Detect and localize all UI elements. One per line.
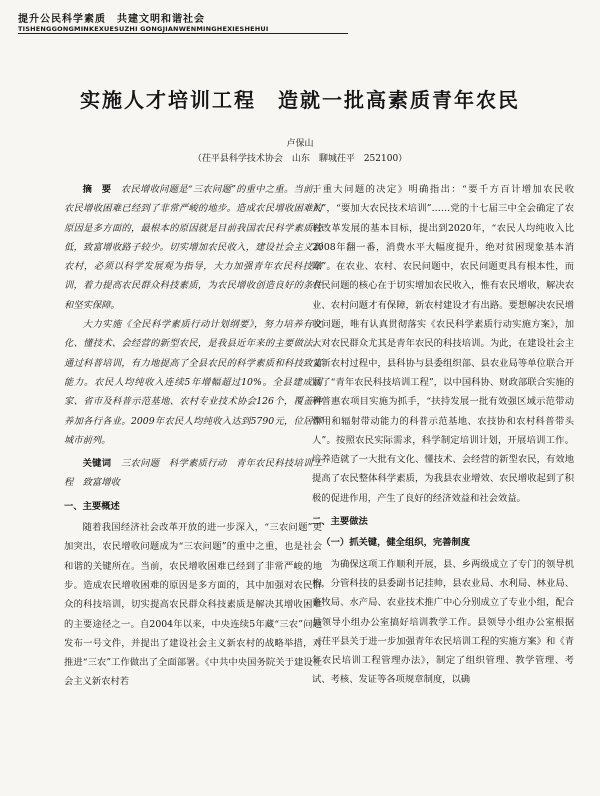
abstract-label: 摘 要 xyxy=(82,184,112,195)
abstract-text-1: 农民增收问题是“三农问题”的重中之重。当前，农民增收困难已经到了非常严峻的地步。造成农民增收困难的原因是多方面的，最根本的原因就是目前我国农民科学素质较低，致富增收路子较少。切实增加农民收入，建设社会主义新农村，必须以科学发展观为指导，大力加强青年农民科技培训，着力提高农民群众科技素质，为农民增收创造良好的条件和坚实保障。 xyxy=(64,184,322,311)
keywords-text: 三农问题 科学素质行动 青年农民科技培训工程 致富增收 xyxy=(64,458,322,489)
affiliation: （茌平县科学技术协会 山东 聊城茌平 252100） xyxy=(192,154,408,164)
section-1-paragraph: 随着我国经济社会改革开放的进一步深入，“三农问题”更加突出，农民增收问题成为“三农问题”的重中之重，也是社会和谐的关键所在。当前，农民增收困难已经到了非常严峻的地步。造成农民增收困难的原因是多方面的，其中加强对农民群众的科技培训，切实提高农民群众科技素质是解决其增收困难的主要途径之一。自2004年以来，中央连续5年藏“三农”问题发布一号文件，并提出了建设社会主义新农村的战略举措，对推进“三农”工作做出了全面部署。《中共中央国务院关于建设社会主义新农村若 xyxy=(64,522,322,688)
author: 卢保山 xyxy=(286,139,314,149)
article-title: 实施人才培训工程 造就一批高素质青年农民 xyxy=(80,88,520,112)
journal-name-cn: 提升公民科学素质 共建文明和谐社会 xyxy=(18,14,205,25)
section-2-title: 二、主要做法 xyxy=(312,516,368,528)
section-1-title: 一、主要概述 xyxy=(64,500,120,512)
abstract xyxy=(64,180,322,450)
keywords-label: 关键词 xyxy=(82,458,112,470)
section-2-body xyxy=(312,555,574,690)
section-1-body xyxy=(64,518,322,692)
keywords xyxy=(64,454,322,493)
section-2-subsection-1-title: （一）抓关键，健全组织，完善制度 xyxy=(321,537,471,549)
left-column xyxy=(64,180,322,692)
right-column xyxy=(312,180,574,690)
abstract-paragraph-1 xyxy=(64,180,322,315)
section-2-paragraph: 为确保这项工作顺利开展，县、乡两级成立了专门的领导机构，分管科技的县委副书记挂帅，县农业局、水利局、林业局、畜牧局、水产局、农业技术推广中心分别成立了专业小组，配合县领导小组办公室搞好培训教学工作。县领导小组办公室根据《茌平县关于进一步加强青年农民培训工程的实施方案》和《青年农民培训工程管理办法》，制定了组织管理、教学管理、考试、考核、发证等各项规章制度，以确 xyxy=(312,558,574,686)
section-1-body-cont xyxy=(312,180,574,508)
journal-header xyxy=(18,10,348,34)
journal-name-en: TISHENGGONGMINKEXUESUZHI GONGJIANWENMINGHEXIESHEHUI xyxy=(18,25,269,33)
section-1-paragraph-continued: 干重大问题的决定》明确指出：“要千方百计增加农民收入”，“要加大农民技术培训”……党的十七届三中全会确定了农村改革发展的基本目标，提出到2020年，“农民人均纯收入比2008年翻一番，消费水平大幅度提升，绝对贫困现象基本消除”。在农业、农村、农民问题中，农民问题更具有根本性，而农民问题的核心在于切实增加农民收入，惟有农民增收，解决农业、农村问题才有保障，新农村建设才有出路。要想解决农民增收问题，唯有认真贯彻落实《农民科学素质行动实施方案》，加大对农民群众尤其是青年农民的科技培训。为此，在建设社会主义新农村过程中，县科协与县委组织部、县农业局等单位联合开展了“青年农民科技培训工程”，以中国科协、财政部联合实施的科普惠农项目实施为抓手，“扶持发展一批有效强区域示范带动作用和辐射带动能力的科普示范基地、农技协和农村科普带头人”。按照农民实际需求，科学制定培训计划，开展培训工作。培养造就了一大批有文化、懂技术、会经营的新型农民，有效地提高了农民整体科学素质，为我县农业增效、农民增收起到了积极的促进作用，产生了良好的经济效益和社会效益。 xyxy=(312,184,574,504)
abstract-paragraph-2: 大力实施《全民科学素质行动计划纲要》，努力培养有文化、懂技术、会经营的新型农民，是我县近年来的主要做法。通过科普培训，有力地提高了全县农民的科学素质和科技致富能力。农民人均纯收入连续5年增幅超过10%。全县建成国家、省市及科普示范基地、农村专业技术协会126个，覆盖种养加各行各业。2009年农民人均纯收入达到5790元，位居聊城市前列。 xyxy=(64,319,322,446)
